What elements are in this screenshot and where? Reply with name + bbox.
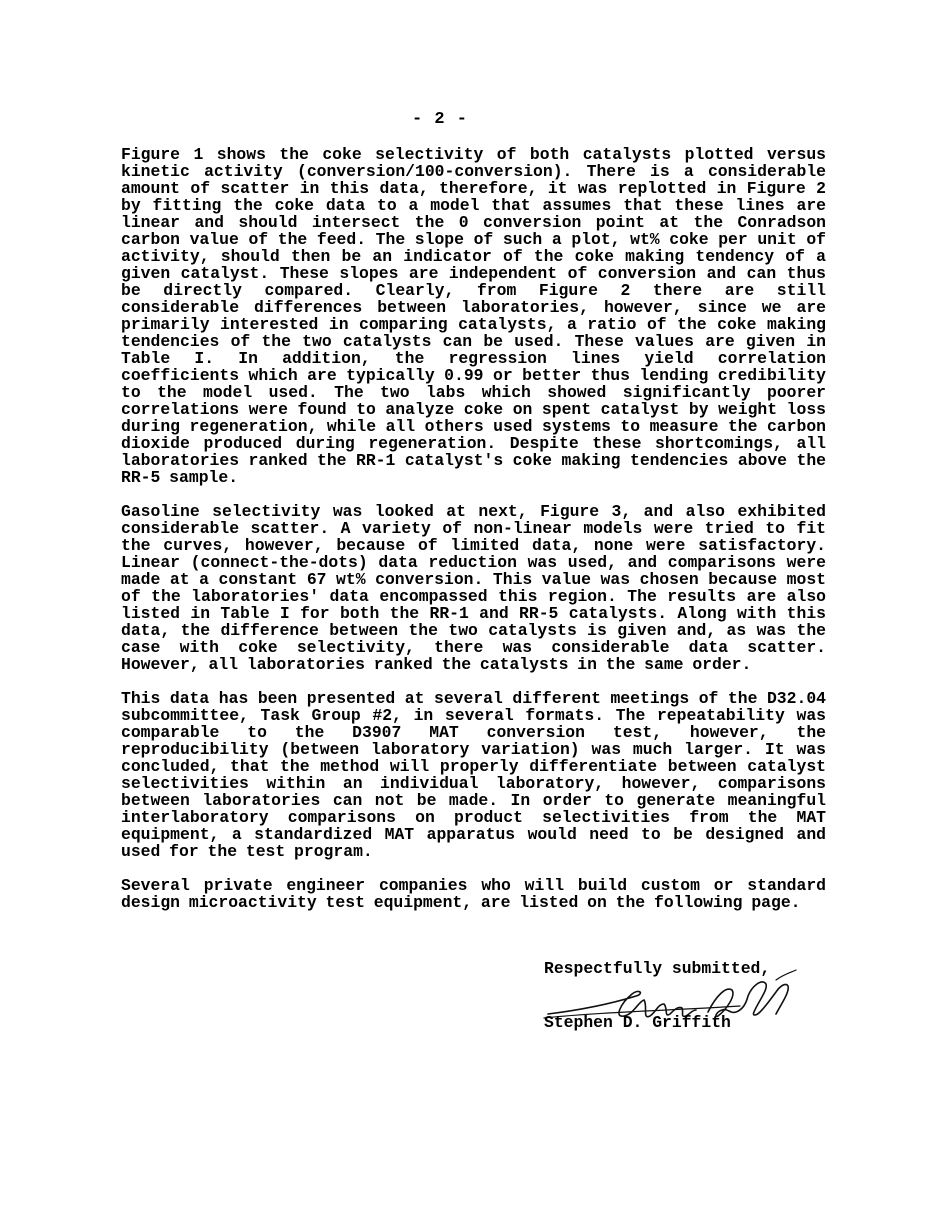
paragraph-gasoline-selectivity: Gasoline selectivity was looked at next, Figure 3, and also exhibited considerable scatter. A variety of non-linear models were tried to fit the curves, however, because of limited data, none were satisfactory. Linear (connect-the-dots) data reduction was used, and comparisons were made at a constant 67 wt% conversion. This value was chosen because most of the laboratories' data encompassed this region. The results are also listed in Table I for both the RR-1 and RR-5 catalysts. Along with this data, the difference between the two catalysts is given and, as was the case with coke selectivity, there was considerable data scatter. However, all laboratories ranked the catalysts in the same order. bbox=[121, 502, 826, 674]
paragraph-equipment-vendors: Several private engineer companies who will build custom or standard design microactivity test equipment, are listed on the following page. bbox=[121, 876, 826, 912]
paragraph-coke-selectivity: Figure 1 shows the coke selectivity of both catalysts plotted versus kinetic activity (conversion/100-conversion). There is a considerable amount of scatter in this data, therefore, it was replotted in Figure 2 by fitting the coke data to a model that assumes that these lines are linear and should intersect the 0 conversion point at the Conradson carbon value of the feed. The slope of such a plot, wt% coke per unit of activity, should then be an indicator of the coke making tendency of a given catalyst. These slopes are independent of conversion and can thus be directly compared. Clearly, from Figure 2 there are still considerable differences between laboratories, however, since we are primarily interested in comparing catalysts, a ratio of the coke making tendencies of the two catalysts can be used. These values are given in Table I. In addition, the regression lines yield correlation coefficients which are typically 0.99 or better thus lending credibility to the model used. The two labs which showed significantly poorer correlations were found to analyze coke on spent catalyst by weight loss during regeneration, while all others used systems to measure the carbon dioxide produced during regeneration. Despite these shortcomings, all laboratories ranked the RR-1 catalyst's coke making tendencies above the RR-5 sample. bbox=[121, 145, 826, 487]
page-number: - 2 - bbox=[411, 110, 468, 129]
closing-salutation: Respectfully submitted, bbox=[544, 959, 771, 978]
signer-name: Stephen D. Griffith bbox=[544, 1013, 731, 1032]
body-text bbox=[121, 146, 826, 928]
paragraph-subcommittee-summary: This data has been presented at several different meetings of the D32.04 subcommittee, Task Group #2, in several formats. The repeatability was comparable to the D3907 MAT conversion test, however, the reproducibility (between laboratory variation) was much larger. It was concluded, that the method will properly differentiate between catalyst selectivities within an individual laboratory, however, comparisons between laboratories can not be made. In order to generate meaningful interlaboratory comparisons on product selectivities from the MAT equipment, a standardized MAT apparatus would need to be designed and used for the test program. bbox=[121, 689, 826, 861]
